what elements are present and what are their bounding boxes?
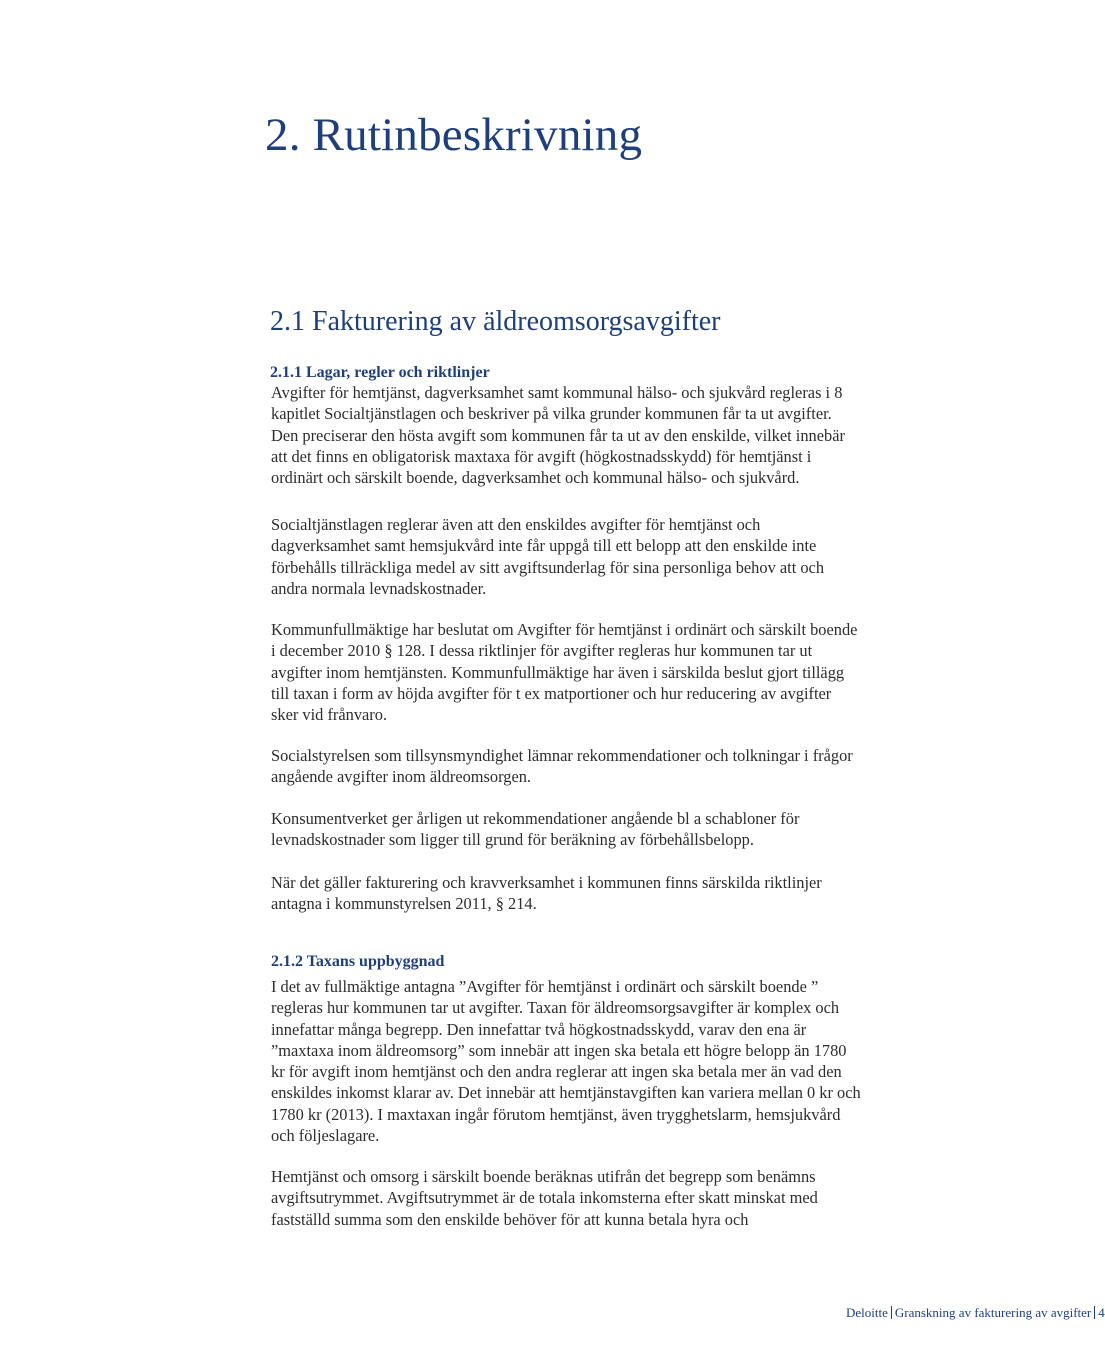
text-line: Kommunfullmäktige har beslutat om Avgifter för hemtjänst i ordinärt och särskilt boende (271, 620, 858, 639)
page-title: 2. Rutinbeskrivning (265, 109, 643, 161)
text-line: Konsumentverket ger årligen ut rekommendationer angående bl a schabloner för (271, 809, 800, 828)
subsection-heading-lagar: 2.1.1 Lagar, regler och riktlinjer (270, 364, 490, 381)
text-line: kr för avgift inom hemtjänst och den andra reglerar att ingen ska betala mer än vad den (271, 1062, 842, 1082)
text-line: angående avgifter inom äldreomsorgen. (271, 767, 532, 787)
paragraph-avgifter-regleras (271, 382, 931, 488)
paragraph-kommunfullmaktige (271, 619, 931, 725)
text-line: ”maxtaxa inom äldreomsorg” som innebär att ingen ska betala ett högre belopp än 1780 (271, 1040, 847, 1060)
paragraph-taxa-uppbyggnad (271, 976, 931, 1146)
subsection-heading-taxans: 2.1.2 Taxans uppbyggnad (271, 953, 445, 970)
text-line: regleras hur kommunen tar ut avgifter. Taxan för äldreomsorgsavgifter är komplex och (271, 998, 840, 1018)
text-line: enskildes inkomst klarar av. Det innebär att hemtjänstavgiften kan variera mellan 0 kr och (271, 1083, 861, 1103)
footer-document-title: Granskning av fakturering av avgifter (894, 1305, 1092, 1320)
paragraph-avgiftsutrymmet (271, 1166, 931, 1230)
page-footer (846, 1305, 1105, 1321)
section-heading: 2.1 Fakturering av äldreomsorgsavgifter (270, 306, 721, 337)
text-line: När det gäller fakturering och kravverksamhet i kommunen finns särskilda riktlinjer (271, 873, 822, 892)
paragraph-socialtjanstlagen (271, 514, 931, 599)
text-line: i december 2010 § 128. I dessa riktlinjer för avgifter regleras hur kommunen tar ut (271, 641, 813, 661)
footer-separator (891, 1306, 892, 1319)
paragraph-konsumentverket (271, 808, 931, 851)
paragraph-fakturering-riktlinjer (271, 872, 931, 915)
text-line: Den preciserar den hösta avgift som kommunen får ta ut av den enskilde, vilket innebär (271, 425, 845, 445)
text-line: innefattar många begrepp. Den innefattar två högkostnadsskydd, varav den ena är (271, 1019, 807, 1039)
text-line: dagverksamhet samt hemsjukvård inte får uppgå till ett belopp att den enskilde inte (271, 536, 817, 556)
text-line: och följeslagare. (271, 1126, 380, 1146)
text-line: till taxan i form av höjda avgifter för t ex matportioner och hur reducering av avgifter (271, 683, 832, 703)
footer-separator (1094, 1306, 1095, 1319)
text-line: Socialtjänstlagen reglerar även att den enskildes avgifter för hemtjänst och (271, 515, 761, 534)
text-line: att det finns en obligatorisk maxtaxa för avgift (högkostnadsskydd) för hemtjänst i (271, 446, 812, 466)
text-line: kapitlet Socialtjänstlagen och beskriver på vilka grunder kommunen får ta ut avgifter. (271, 404, 832, 424)
text-line: levnadskostnader som ligger till grund för beräkning av förbehållsbelopp. (271, 830, 754, 850)
footer-page-number: 4 (1098, 1305, 1105, 1320)
text-line: andra normala levnadskostnader. (271, 578, 487, 598)
text-line: antagna i kommunstyrelsen 2011, § 214. (271, 894, 537, 914)
text-line: Avgifter för hemtjänst, dagverksamhet samt kommunal hälso- och sjukvård regleras i 8 (271, 383, 843, 402)
text-line: Hemtjänst och omsorg i särskilt boende beräknas utifrån det begrepp som benämns (271, 1167, 816, 1186)
text-line: ordinärt och särskilt boende, dagverksamhet och kommunal hälso- och sjukvård. (271, 468, 800, 488)
text-line: förbehålls tillräckliga medel av sitt avgiftsunderlag för sina personliga behov att och (271, 557, 825, 577)
text-line: I det av fullmäktige antagna ”Avgifter för hemtjänst i ordinärt och särskilt boende ” (271, 977, 819, 996)
text-line: avgifter inom hemtjänsten. Kommunfullmäktige har även i särskilda beslut gjort tillägg (271, 662, 845, 682)
footer-company: Deloitte (846, 1305, 888, 1320)
text-line: avgiftsutrymmet. Avgiftsutrymmet är de totala inkomsterna efter skatt minskat med (271, 1188, 818, 1208)
text-line: Socialstyrelsen som tillsynsmyndighet lämnar rekommendationer och tolkningar i frågor (271, 746, 853, 765)
paragraph-socialstyrelsen (271, 745, 931, 788)
text-line: sker vid frånvaro. (271, 705, 388, 725)
text-line: 1780 kr (2013). I maxtaxan ingår förutom hemtjänst, även trygghetslarm, hemsjukvård (271, 1104, 841, 1124)
text-line: fastställd summa som den enskilde behöver för att kunna betala hyra och (271, 1209, 749, 1229)
